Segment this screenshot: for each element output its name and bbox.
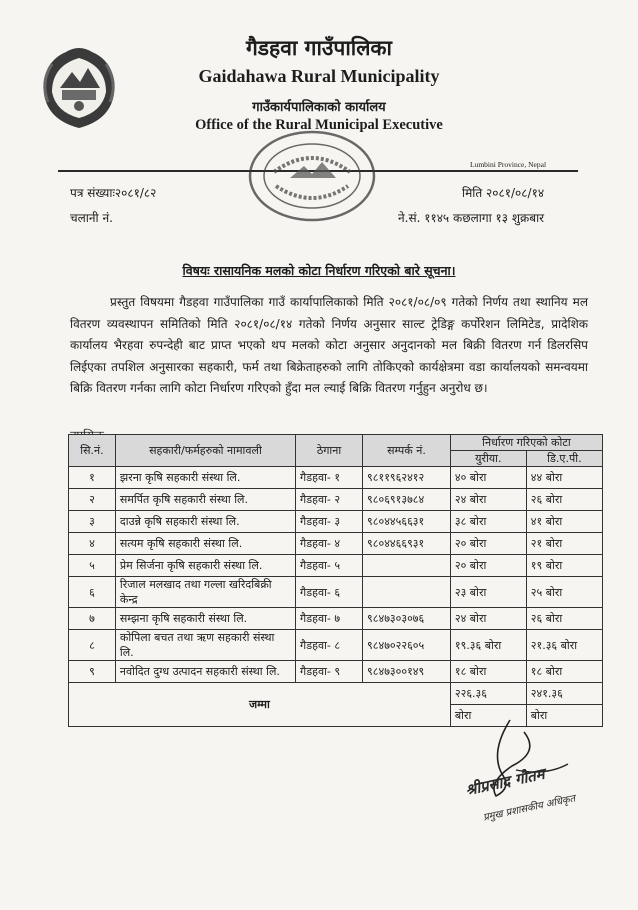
cell-dap: २१.३६ बोरा (526, 630, 602, 661)
municipality-name-nepali: गैडहवा गाउँपालिका (245, 36, 392, 60)
province-label: Lumbini Province, Nepal (470, 160, 547, 169)
cell-name: झरना कृषि सहकारी संस्था लि. (115, 467, 295, 489)
cell-address: गैडहवा- ३ (296, 511, 363, 533)
header-address: ठेगाना (296, 435, 363, 467)
cell-address: गैडहवा- ८ (296, 630, 363, 661)
table-row (69, 467, 603, 489)
header-contact: सम्पर्क नं. (363, 435, 451, 467)
cell-contact: ९८४७३०३०७६ (363, 608, 451, 630)
cell-dap: ४१ बोरा (526, 511, 602, 533)
cell-contact: ९८०४४६६९३१ (363, 533, 451, 555)
cell-name: कोपिला बचत तथा ऋण सहकारी संस्था लि. (115, 630, 295, 661)
cell-dap: २६ बोरा (526, 608, 602, 630)
table-row (69, 577, 603, 608)
cell-address: गैडहवा- १ (296, 467, 363, 489)
cell-name: प्रेम सिर्जना कृषि सहकारी संस्था लि. (115, 555, 295, 577)
header-dap: डि.ए.पी. (526, 451, 602, 467)
total-urea-unit: बोरा (450, 705, 526, 727)
cell-contact (363, 577, 451, 608)
nepal-era-date: ने.सं. ११४५ कछलागा १३ शुक्रबार (398, 211, 545, 225)
header-name: सहकारी/फर्महरुको नामावली (115, 435, 295, 467)
cell-name: सत्यम कृषि सहकारी संस्था लि. (115, 533, 295, 555)
table-row (69, 489, 603, 511)
cell-name: नवोदित दुग्ध उत्पादन सहकारी संस्था लि. (115, 661, 295, 683)
cell-contact: ९८११९६२४१२ (363, 467, 451, 489)
cell-address: गैडहवा- २ (296, 489, 363, 511)
cell-urea: २० बोरा (450, 533, 526, 555)
dispatch-number: चलानी नं. (70, 211, 113, 225)
cell-name: रिजाल मलखाद तथा गल्ला खरिदबिक्री केन्द्र (115, 577, 295, 608)
cell-sn: ६ (69, 577, 116, 608)
header-urea: युरीया. (450, 451, 526, 467)
cell-sn: ८ (69, 630, 116, 661)
header-quota: निर्धारण गरिएको कोटा (450, 435, 602, 451)
cell-address: गैडहवा- ६ (296, 577, 363, 608)
cell-sn: ७ (69, 608, 116, 630)
cell-dap: १८ बोरा (526, 661, 602, 683)
cell-name: दाउन्ने कृषि सहकारी संस्था लि. (115, 511, 295, 533)
cell-contact: ९८४७०२२६०५ (363, 630, 451, 661)
table-row (69, 555, 603, 577)
cell-contact: ९८०४४५६६३१ (363, 511, 451, 533)
cell-urea: २३ बोरा (450, 577, 526, 608)
cell-urea: १९.३६ बोरा (450, 630, 526, 661)
cell-sn: ३ (69, 511, 116, 533)
cell-dap: ४४ बोरा (526, 467, 602, 489)
cell-dap: २१ बोरा (526, 533, 602, 555)
cell-address: गैडहवा- ४ (296, 533, 363, 555)
cell-dap: १९ बोरा (526, 555, 602, 577)
table-row (69, 533, 603, 555)
cell-urea: १८ बोरा (450, 661, 526, 683)
office-name-nepali: गाउँकार्यपालिकाको कार्यालय (252, 100, 386, 115)
office-name-english: Office of the Rural Municipal Executive (195, 117, 443, 133)
cell-name: समर्पित कृषि सहकारी संस्था लि. (115, 489, 295, 511)
total-dap-value: २४१.३६ (526, 683, 602, 705)
cell-contact (363, 555, 451, 577)
cell-name: सम्झना कृषि सहकारी संस्था लि. (115, 608, 295, 630)
cell-urea: २० बोरा (450, 555, 526, 577)
cell-sn: १ (69, 467, 116, 489)
municipality-name-english: Gaidahawa Rural Municipality (198, 66, 440, 86)
total-urea-value: २२६.३६ (450, 683, 526, 705)
quota-table (68, 434, 603, 727)
reference-number: पत्र संख्याः२०८१/८२ (70, 186, 157, 200)
cell-address: गैडहवा- ७ (296, 608, 363, 630)
cell-contact: ९८४७३००१४९ (363, 661, 451, 683)
table-row (69, 511, 603, 533)
cell-address: गैडहवा- ५ (296, 555, 363, 577)
cell-urea: ४० बोरा (450, 467, 526, 489)
table-row (69, 608, 603, 630)
cell-sn: ४ (69, 533, 116, 555)
body-paragraph: प्रस्तुत विषयमा गैडहवा गाउँपालिका गाउँ कार्यापालिकाको मिति २०८१/०८/०९ गतेको निर्णय तथा स्थानिय मल वितरण व्यवस्थापन समितिको मिति २०८१/०८/१४ गतेको निर्णय अनुसार साल्ट ट्रेडिङ्ग कर्पोरेशन लिमिटेड, प्रादेशिक कार्यालय भैरहवा रुपन्देही बाट प्राप्त भएको थप मलको कोटा अनुसार अनुदानको मल बिक्री वितरण गर्न डिलरसिप लिईएका तपशिल अनुसारका सहकारी, फर्म तथा बिक्रेताहरुको लागि तोकिएको कार्यक्षेत्रमा वडा कार्यालयको समन्वयमा बिक्रि वितरण गर्नका लागि कोटा निर्धारण गरिएको हुँदा मल ल्याई बिक्रि वितरण गर्नुहुन अनुरोध छ। (70, 295, 588, 395)
letter-date: मिति २०८१/०८/१४ (462, 186, 545, 200)
cell-dap: २५ बोरा (526, 577, 602, 608)
signer-name: श्रीप्रसाद गौतम (464, 764, 547, 800)
cell-urea: २४ बोरा (450, 489, 526, 511)
cell-contact: ९८०६९१३७८४ (363, 489, 451, 511)
subject-line: विषयः रासायनिक मलको कोटा निर्धारण गरिएको बारे सूचना। (182, 263, 456, 278)
signer-title: प्रमुख प्रशासकीय अधिकृत (482, 793, 577, 824)
header-sn: सि.नं. (69, 435, 116, 467)
cell-urea: ३८ बोरा (450, 511, 526, 533)
cell-dap: २६ बोरा (526, 489, 602, 511)
total-dap-unit: बोरा (526, 705, 602, 727)
cell-urea: २४ बोरा (450, 608, 526, 630)
table-row (69, 661, 603, 683)
office-stamp-seal (244, 126, 380, 226)
cell-sn: ५ (69, 555, 116, 577)
cell-sn: २ (69, 489, 116, 511)
cell-sn: ९ (69, 661, 116, 683)
cell-address: गैडहवा- ९ (296, 661, 363, 683)
table-row (69, 630, 603, 661)
total-label: जम्मा (69, 683, 451, 727)
